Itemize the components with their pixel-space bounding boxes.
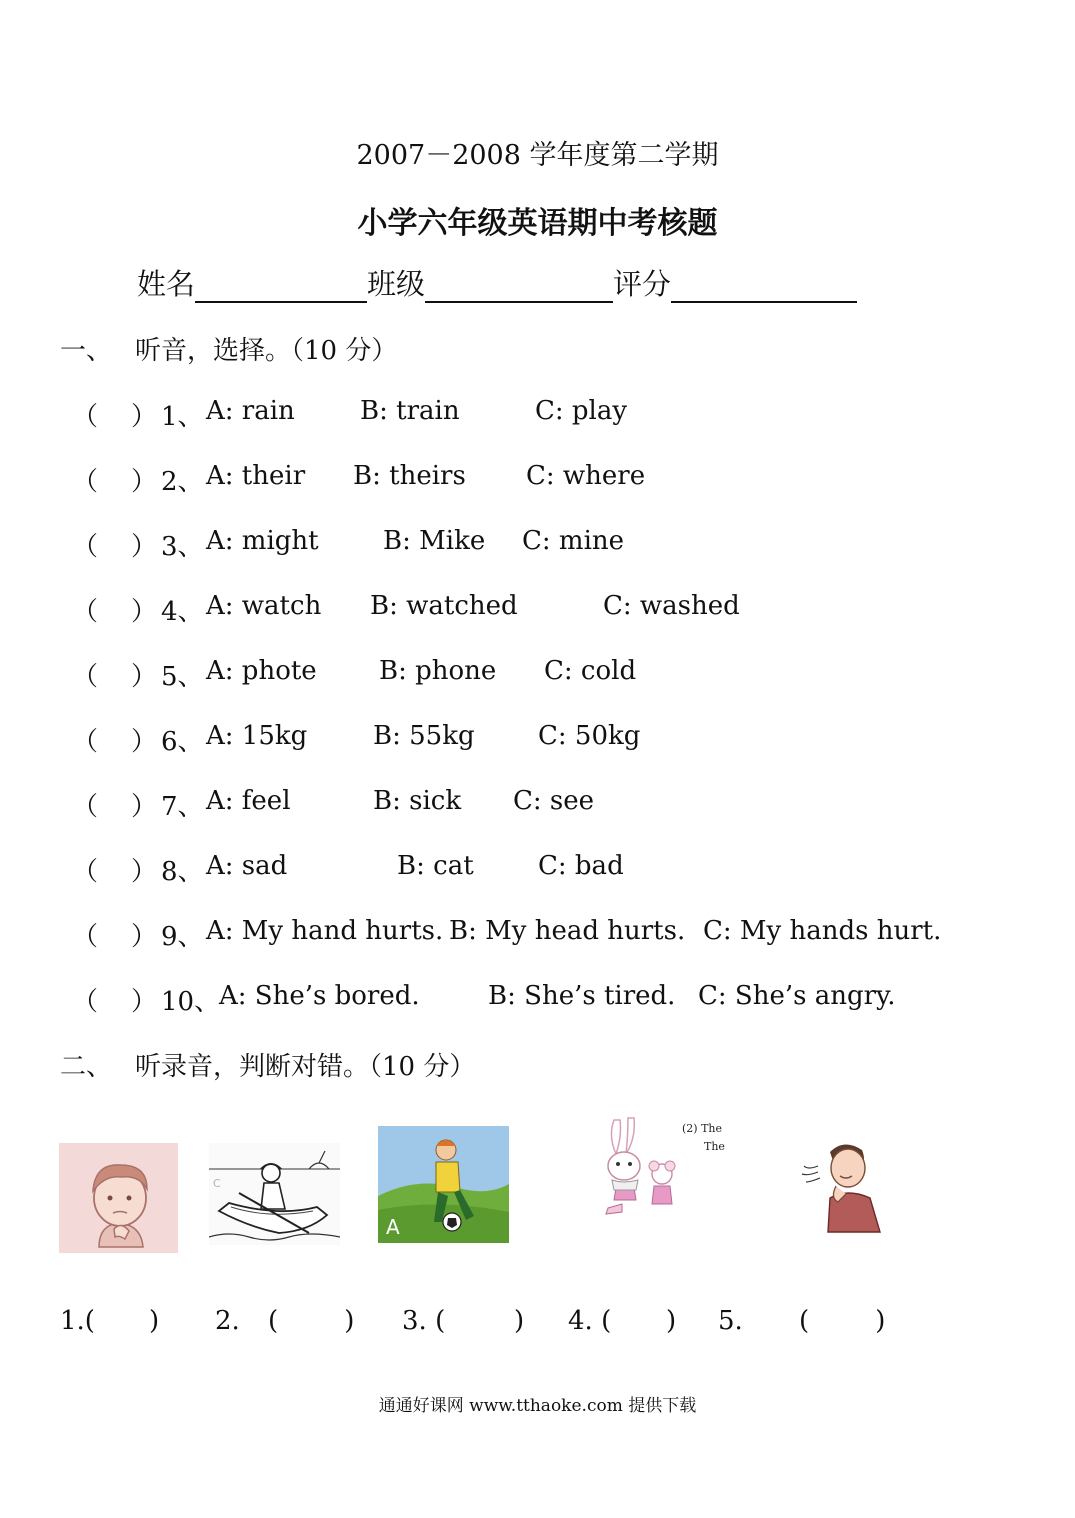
answer-1-close[interactable]: ) — [149, 1306, 160, 1336]
question-number: 4、 — [161, 597, 204, 627]
answer-paren[interactable]: （ ） — [72, 662, 158, 692]
rabbit-and-mouse-icon — [588, 1114, 728, 1220]
question-number: 2、 — [161, 467, 204, 497]
answer-paren[interactable]: （ ） — [72, 727, 158, 757]
option-c: C: where — [526, 461, 646, 491]
option-c: C: mine — [522, 526, 625, 556]
boy-sore-throat-icon — [59, 1143, 178, 1253]
score-label: 评分 — [613, 267, 672, 301]
option-a: A: sad — [206, 851, 288, 881]
option-a: A: watch — [206, 591, 322, 621]
boy-playing-football-icon — [378, 1126, 509, 1243]
answer-4-close[interactable]: ) — [666, 1306, 677, 1336]
question-number: 8、 — [161, 857, 204, 887]
question-number: 6、 — [161, 727, 204, 757]
man-coughing-icon — [800, 1136, 888, 1236]
name-blank[interactable] — [195, 271, 367, 303]
option-b: B: phone — [379, 656, 497, 686]
question-number: 3、 — [161, 532, 204, 562]
question-number: 9、 — [161, 922, 204, 952]
term-title: 2007－2008 学年度第二学期 — [356, 140, 719, 171]
option-a: A: their — [206, 461, 306, 491]
option-c: C: bad — [538, 851, 624, 881]
option-a: A: She’s bored. — [219, 981, 420, 1011]
picture-4-caption-2: The — [704, 1140, 725, 1153]
answer-paren[interactable]: （ ） — [72, 857, 158, 887]
option-b: B: cat — [397, 851, 474, 881]
name-label: 姓名 — [137, 267, 196, 301]
answer-paren[interactable]: （ ） — [72, 922, 158, 952]
option-c: C: 50kg — [538, 721, 641, 751]
option-a: A: 15kg — [206, 721, 308, 751]
question-number: 7、 — [161, 792, 204, 822]
option-b: B: She’s tired. — [488, 981, 676, 1011]
option-b: B: watched — [370, 591, 518, 621]
section2-heading: 听录音，判断对错。（10 分） — [135, 1052, 476, 1082]
option-b: B: Mike — [383, 526, 486, 556]
answer-5-paren[interactable]: ( ) — [799, 1306, 886, 1336]
option-b: B: My head hurts. — [449, 916, 686, 946]
question-number: 5、 — [161, 662, 204, 692]
exam-title: 小学六年级英语期中考核题 — [357, 206, 718, 241]
section2-number: 二、 — [60, 1052, 113, 1082]
option-b: B: train — [360, 396, 460, 426]
option-a: A: My hand hurts. — [206, 916, 444, 946]
class-label: 班级 — [367, 267, 426, 301]
option-a: A: rain — [206, 396, 295, 426]
option-c: C: play — [535, 396, 628, 426]
student-info-line — [137, 262, 857, 303]
score-blank[interactable] — [671, 271, 857, 303]
footer-credit: 通通好课网 www.tthaoke.com 提供下载 — [378, 1396, 697, 1416]
answer-3-label: 3. ( — [402, 1306, 446, 1336]
option-c: C: washed — [603, 591, 740, 621]
section1-number: 一、 — [60, 336, 113, 366]
class-blank[interactable] — [425, 271, 613, 303]
question-number: 1、 — [161, 402, 204, 432]
picture-3-label: A — [386, 1215, 400, 1239]
answer-5-label: 5. — [718, 1306, 743, 1336]
question-number: 10、 — [161, 987, 221, 1017]
picture-2-label: C — [213, 1177, 221, 1190]
answer-4-label: 4. ( — [568, 1306, 612, 1336]
option-a: A: feel — [206, 786, 291, 816]
answer-paren[interactable]: （ ） — [72, 987, 158, 1017]
answer-2-paren[interactable]: ( ) — [268, 1306, 355, 1336]
section1-heading: 听音，选择。（10 分） — [135, 336, 398, 366]
picture-4-caption-1: (2) The — [682, 1122, 723, 1135]
answer-3-close[interactable]: ) — [514, 1306, 525, 1336]
answer-paren[interactable]: （ ） — [72, 402, 158, 432]
girl-rowing-boat-icon — [209, 1143, 340, 1245]
option-b: B: theirs — [353, 461, 466, 491]
option-b: B: sick — [373, 786, 462, 816]
answer-2-label: 2. — [215, 1306, 240, 1336]
option-c: C: cold — [544, 656, 637, 686]
option-b: B: 55kg — [373, 721, 475, 751]
answer-paren[interactable]: （ ） — [72, 597, 158, 627]
answer-1-label: 1.( — [60, 1306, 95, 1336]
answer-paren[interactable]: （ ） — [72, 532, 158, 562]
option-a: A: phote — [206, 656, 317, 686]
option-c: C: My hands hurt. — [703, 916, 942, 946]
option-c: C: see — [513, 786, 595, 816]
answer-paren[interactable]: （ ） — [72, 467, 158, 497]
option-a: A: might — [206, 526, 319, 556]
answer-paren[interactable]: （ ） — [72, 792, 158, 822]
option-c: C: She’s angry. — [698, 981, 896, 1011]
